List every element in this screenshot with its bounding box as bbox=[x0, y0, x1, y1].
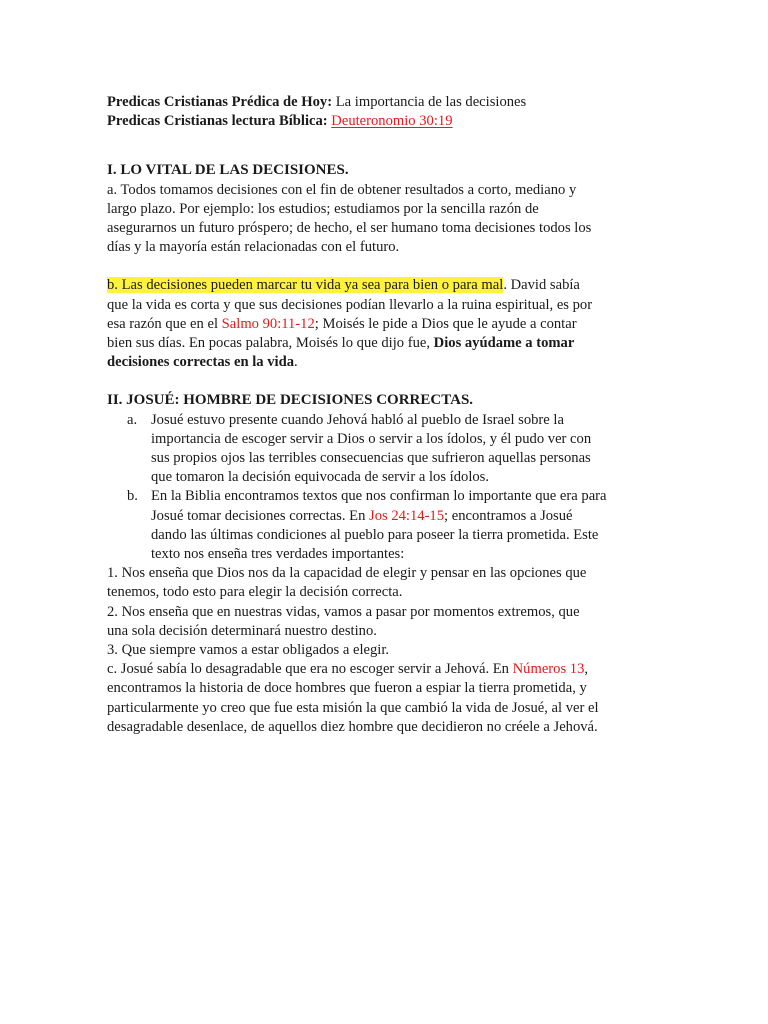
bold-prayer-text: decisiones correctas en la vida bbox=[107, 354, 294, 371]
bible-reading-link[interactable]: Deuteronomio 30:19 bbox=[331, 113, 453, 130]
numbered-item: tenemos, todo esto para elegir la decisión correcta. bbox=[107, 584, 403, 601]
numbered-item: una sola decisión determinará nuestro destino. bbox=[107, 622, 377, 639]
list-marker: b. bbox=[127, 488, 138, 505]
highlighted-text: b. Las decisiones pueden marcar tu vida ya sea para bien o para mal bbox=[107, 277, 504, 294]
paragraph-line: largo plazo. Por ejemplo: los estudios; estudiamos por la sencilla razón de bbox=[107, 200, 539, 217]
list-item-a: a. Josué estuvo presente cuando Jehová habló al pueblo de Israel sobre la importancia de escoger servir a Dios o servir a los ídolos, y él pudo ver con sus propios ojos las terribles consecuencias que sufrieron aquellas personas que tomaron la decisión equivocada de servir a los ídolos. bbox=[127, 411, 592, 486]
numbered-list bbox=[107, 564, 708, 660]
sermon-title: La importancia de las decisiones bbox=[332, 94, 527, 110]
scripture-reference-josue[interactable]: Jos 24:14-15 bbox=[369, 507, 445, 524]
section-1-paragraph-a bbox=[107, 181, 708, 258]
section-1-heading: I. LO VITAL DE LAS DECISIONES. bbox=[107, 162, 349, 179]
paragraph-line: asegurarnos un futuro próspero; de hecho, el ser humano toma decisiones todos los bbox=[107, 220, 592, 237]
section-1-paragraph-b: b. Las decisiones pueden marcar tu vida ya sea para bien o para mal. David sabía que la vida es corta y que sus decisiones podían llevarlo a la ruina espiritual, es por esa razón que en el Salmo 90:11-12; Moisés le pide a Dios que le ayude a contar bien sus días. En pocas palabra, Moisés lo que dijo fue, Dios ayúdame a tomar decisiones correctas en la vida. bbox=[107, 276, 708, 372]
scripture-reference-salmo[interactable]: Salmo 90:11-12 bbox=[221, 315, 315, 332]
bible-reading-line bbox=[107, 112, 708, 131]
scripture-reference-numeros[interactable]: Números 13 bbox=[512, 661, 585, 678]
paragraph-line: que la vida es corta y que sus decisiones podían llevarlo a la ruina espiritual, es por bbox=[107, 296, 593, 313]
paragraph-line: a. Todos tomamos decisiones con el fin de obtener resultados a corto, mediano y bbox=[107, 181, 577, 198]
bible-reading-label: Predicas Cristianas lectura Bíblica: bbox=[107, 113, 328, 130]
numbered-item: 1. Nos enseña que Dios nos da la capacidad de elegir y pensar en las opciones que bbox=[107, 565, 587, 582]
sermon-title-label: Predicas Cristianas Prédica de Hoy: bbox=[107, 94, 333, 110]
list-item-b: b. En la Biblia encontramos textos que nos confirman lo importante que era para Josué tomar decisiones correctas. En Jos 24:14-15; encontramos a Josué dando las últimas condiciones al pueblo para poseer la tierra prometida. Este texto nos enseña tres verdades importantes: bbox=[127, 488, 607, 563]
sermon-title-line bbox=[107, 93, 708, 112]
numbered-item: 3. Que siempre vamos a estar obligados a elegir. bbox=[107, 642, 390, 659]
list-marker: a. bbox=[127, 411, 138, 428]
paragraph-line: días y la mayoría están relacionadas con el futuro. bbox=[107, 239, 400, 256]
paragraph-line: encontramos la historia de doce hombres que fueron a espiar la tierra prometida, y bbox=[107, 680, 587, 697]
paragraph-line: desagradable desenlace, de aquellos diez hombre que decidieron no créele a Jehová. bbox=[107, 718, 598, 735]
bold-prayer-text: Dios ayúdame a tomar bbox=[433, 335, 575, 352]
paragraph-line: particularmente yo creo que fue esta misión la que cambió la vida de Josué, al ver el bbox=[107, 699, 599, 716]
numbered-item: 2. Nos enseña que en nuestras vidas, vamos a pasar por momentos extremos, que bbox=[107, 603, 580, 620]
section-2-paragraph-c: c. Josué sabía lo desagradable que era no escoger servir a Jehová. En Números 13, encontramos la historia de doce hombres que fueron a espiar la tierra prometida, y particularmente yo creo que fue esta misión la que cambió la vida de Josué, al ver el desagradable desenlace, de aquellos diez hombre que decidieron no créele a Jehová. bbox=[107, 660, 708, 737]
section-2-heading: II. JOSUÉ: HOMBRE DE DECISIONES CORRECTAS. bbox=[107, 392, 474, 409]
